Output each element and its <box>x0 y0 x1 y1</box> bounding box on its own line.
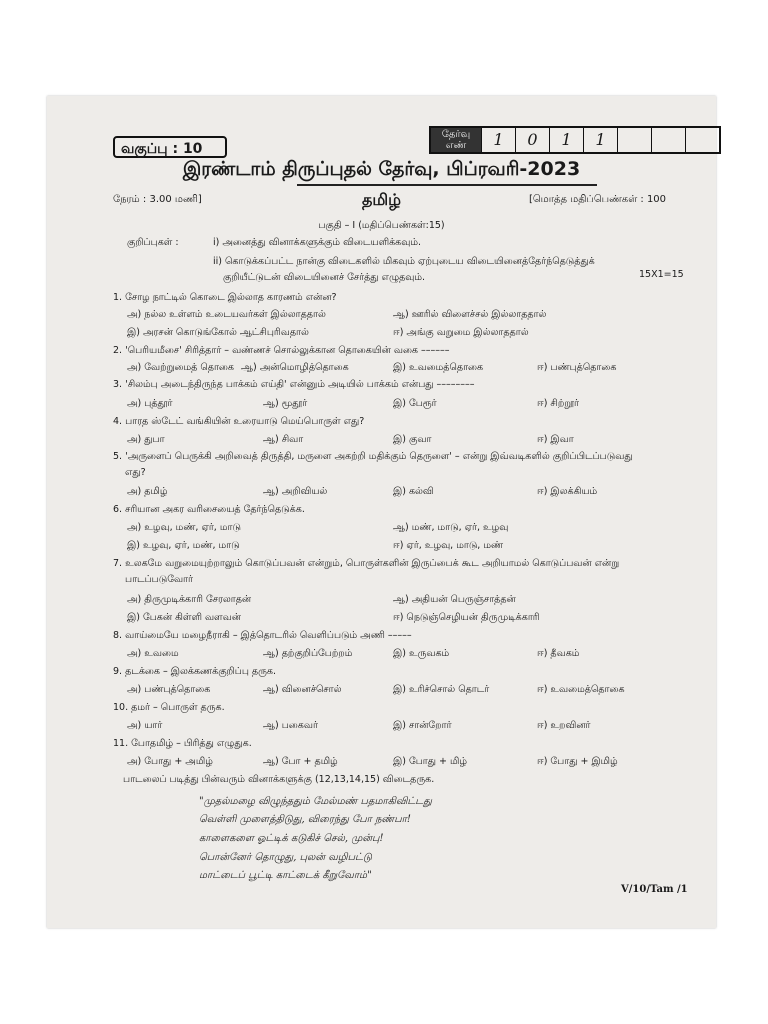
part-marks: 15X1=15 <box>639 269 684 280</box>
poem-line: வெள்ளி முளைத்திடுது, விரைந்து போ நண்பா! <box>199 814 411 825</box>
option: அ) திருமுடிக்காரி சேரலாதன் <box>127 594 252 605</box>
option: ஆ) போ + தமிழ் <box>263 756 338 767</box>
note-line: i) அனைத்து வினாக்களுக்கும் விடையளிக்கவும். <box>213 237 422 248</box>
question: 4. பாரத ஸ்டேட் வங்கியின் உரையாடு மெய்பொருள் எது? <box>113 416 365 427</box>
option: இ) கல்வி <box>393 486 434 497</box>
option: அ) தமிழ் <box>127 486 168 497</box>
option: ஈ) பண்புத்தொகை <box>537 362 617 373</box>
exam-title: இரண்டாம் திருப்புதல் தேர்வு, பிப்ரவரி-2023 <box>182 158 581 180</box>
option: இ) பேரூர் <box>393 398 437 409</box>
register-digit <box>685 128 719 152</box>
option: அ) பண்புத்தொகை <box>127 684 211 695</box>
option: ஆ) அறிவியல் <box>263 486 328 497</box>
option: ஈ) நெடுஞ்செழியன் திருமுடிக்காரி <box>393 612 540 623</box>
class-label: வகுப்பு : 10 <box>113 136 227 158</box>
option: ஈ) சிற்றூர் <box>537 398 580 409</box>
option: ஆ) அதியன் பெருஞ்சாத்தன் <box>393 594 516 605</box>
register-digit <box>617 128 651 152</box>
poem-line: காளைகளை ஓட்டிக் கடுகிச் செல், முன்பு! <box>199 833 384 844</box>
option: ஆ) மூதூர் <box>263 398 308 409</box>
option: ஆ) அன்மொழித்தொகை <box>241 362 349 373</box>
option: இ) உவமைத்தொகை <box>393 362 484 373</box>
option: ஆ) வினைச்சொல் <box>263 684 342 695</box>
register-digit: 1 <box>481 128 515 152</box>
notes-label: குறிப்புகள் : <box>127 237 179 248</box>
question: 2. 'பெரியமீசை' சிரித்தார் – வண்ணச் சொல்லுக்கான தொகையின் வகை –––––– <box>113 345 450 356</box>
poem-instruction: பாடலைப் படித்து பின்வரும் வினாக்களுக்கு (12,13,14,15) விடைதருக. <box>123 774 435 785</box>
question: 6. சரியான அகர வரிசையைத் தேர்ந்தெடுக்க. <box>113 504 305 515</box>
question: 10. தமர் – பொருள் தருக. <box>113 702 225 713</box>
option: அ) உவமை <box>127 648 179 659</box>
option: ஈ) இவா <box>537 434 574 445</box>
part-title: பகுதி – I (மதிப்பெண்கள்:15) <box>318 220 445 231</box>
question: 1. சோழ நாட்டில் கொடை இல்லாத காரணம் என்ன? <box>113 292 337 303</box>
page-code: V/10/Tam /1 <box>621 884 688 895</box>
option: ஆ) சிவா <box>263 434 304 445</box>
poem-line: மாட்டைப் பூட்டி காட்டைக் கீறுவோம்" <box>199 870 372 881</box>
option: ஈ) தீவகம் <box>537 648 580 659</box>
question-continued: எது? <box>125 467 146 478</box>
exam-time: நேரம் : 3.00 மணி] <box>113 194 202 205</box>
register-digit: 1 <box>583 128 617 152</box>
register-number-box <box>429 126 721 154</box>
option: இ) உரிச்சொல் தொடர் <box>393 684 490 695</box>
option: இ) அரசன் கொடுங்கோல் ஆட்சிபுரிவதால் <box>127 327 309 338</box>
option: ஈ) ஏர், உழவு, மாடு, மண் <box>393 540 504 551</box>
question-continued: பாடப்படுவோர் <box>125 574 193 585</box>
question: 11. போதமிழ் – பிரித்து எழுதுக. <box>113 738 252 749</box>
option: இ) பேகன் கிள்ளி வளவன் <box>127 612 241 623</box>
option: ஈ) இலக்கியம் <box>537 486 598 497</box>
option: இ) உழவு, ஏர், மண், மாடு <box>127 540 240 551</box>
option: இ) உருவகம் <box>393 648 450 659</box>
option: ஈ) உவமைத்தொகை <box>537 684 625 695</box>
question: 9. தடக்கை – இலக்கணக்குறிப்பு தருக. <box>113 666 277 677</box>
note-line: குறியீட்டுடன் விடையினைச் சேர்த்து எழுதவும். <box>223 272 426 283</box>
question: 8. வாய்மையே மழைநீராகி – இத்தொடரில் வெளிப்படும் அணி ––––– <box>113 630 412 641</box>
option: ஆ) தற்குறிப்பேற்றம் <box>263 648 353 659</box>
option: இ) குவா <box>393 434 432 445</box>
note-line: ii) கொடுக்கப்பட்ட நான்கு விடைகளில் மிகவும் ஏற்புடைய விடையினைத்தேர்ந்தெடுத்துக் <box>213 256 595 267</box>
option: அ) யார் <box>127 720 163 731</box>
option: இ) சான்றோர் <box>393 720 452 731</box>
subject-title: தமிழ் <box>361 190 402 209</box>
option: அ) துபா <box>127 434 165 445</box>
register-number-label: தேர்வு எண் <box>431 128 481 152</box>
exam-paper <box>47 96 716 928</box>
option: ஆ) மண், மாடு, ஏர், உழவு <box>393 522 509 533</box>
option: அ) புத்தூர் <box>127 398 173 409</box>
option: இ) போது + மிழ் <box>393 756 467 767</box>
option: அ) உழவு, மண், ஏர், மாடு <box>127 522 241 533</box>
poem-line: பொன்னேர் தொழுது, புலன் வழிபட்டு <box>199 852 372 863</box>
poem-line: "முதல்மழை விழுந்ததும் மேல்மண் பதமாகிவிட்டது <box>199 796 432 807</box>
option: அ) வேற்றுமைத் தொகை <box>127 362 234 373</box>
register-digit <box>651 128 685 152</box>
question: 7. உலகமே வறுமையுற்றாலும் கொடுப்பவன் என்றும், பொருள்களின் இருப்பைக் கூட அறியாமல் கொடுப்பவன் என்று <box>113 558 620 569</box>
option: ஆ) ஊரில் விளைச்சல் இல்லாததால் <box>393 309 547 320</box>
question: 3. 'சிலம்பு அடைந்திருந்த பாக்கம் எய்தி' என்னும் அடியில் பாக்கம் என்பது –––––––– <box>113 379 475 390</box>
option: ஈ) உறவினர் <box>537 720 591 731</box>
total-marks: [மொத்த மதிப்பெண்கள் : 100 <box>529 194 667 205</box>
question: 5. 'அருளைப் பெருக்கி அறிவைத் திருத்தி, மருளை அகற்றி மதிக்கும் தெருளை' – என்று இவ்வடிகளில் குறிப்பிடப்படுவது <box>113 451 633 462</box>
option: ஈ) அங்கு வறுமை இல்லாததால் <box>393 327 529 338</box>
option: அ) நல்ல உள்ளம் உடையவர்கள் இல்லாததால் <box>127 309 326 320</box>
option: அ) போது + அமிழ் <box>127 756 213 767</box>
register-digit: 0 <box>515 128 549 152</box>
option: ஆ) பகைவர் <box>263 720 318 731</box>
title-underline <box>297 184 597 186</box>
register-digit: 1 <box>549 128 583 152</box>
option: ஈ) போது + இமிழ் <box>537 756 618 767</box>
